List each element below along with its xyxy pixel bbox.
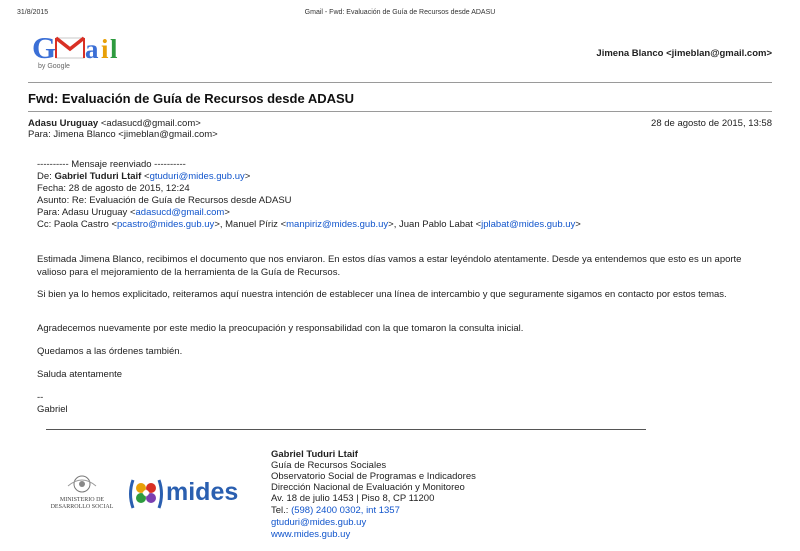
print-title: Gmail - Fwd: Evaluación de Guía de Recursos desde ADASU bbox=[304, 9, 496, 16]
divider-top bbox=[28, 82, 772, 83]
body-paragraph-4: Quedamos a las órdenes también. bbox=[37, 346, 183, 357]
signature-email-link[interactable]: gtuduri@mides.gub.uy bbox=[271, 517, 367, 528]
body-paragraph-2: Si bien ya lo hemos explicitado, reiteramos aquí nuestra intención de establecer una línea de intercambio y que seguramente sigamos en contacto por estos temas. bbox=[37, 289, 727, 300]
forward-cc-mid2: >, Juan Pablo Labat < bbox=[388, 219, 482, 230]
signature-tel bbox=[271, 505, 400, 516]
cc-email-link-2[interactable]: manpiriz@mides.gub.uy bbox=[286, 219, 389, 230]
subject-title: Fwd: Evaluación de Guía de Recursos desde ADASU bbox=[28, 91, 355, 106]
forward-subject: Asunto: Re: Evaluación de Guía de Recursos desde ADASU bbox=[37, 195, 292, 206]
cc-email-link-3[interactable]: jplabat@mides.gub.uy bbox=[481, 219, 576, 230]
from-email: <adasucd@gmail.com> bbox=[100, 118, 201, 129]
forward-cc-label: Cc: Paola Castro < bbox=[37, 219, 117, 230]
ministry-logo bbox=[44, 472, 120, 512]
signature-name: Gabriel Tuduri Ltaif bbox=[271, 449, 358, 460]
svg-text:a: a bbox=[85, 34, 99, 64]
message-to: Para: Jimena Blanco <jimeblan@gmail.com> bbox=[28, 129, 218, 140]
signature-line-1: Guía de Recursos Sociales bbox=[271, 460, 387, 471]
message-date: 28 de agosto de 2015, 13:58 bbox=[651, 118, 772, 129]
signature-tel-link[interactable]: (598) 2400 0302, int 1357 bbox=[291, 505, 400, 516]
signature-web-link[interactable]: www.mides.gub.uy bbox=[271, 529, 351, 540]
forward-from-name: Gabriel Tuduri Ltaif bbox=[54, 171, 142, 182]
forward-to bbox=[37, 207, 230, 218]
forward-to-gt: > bbox=[224, 207, 230, 218]
mides-logo-text: mides bbox=[166, 478, 239, 506]
forward-to-email-link[interactable]: adasucd@gmail.com bbox=[135, 207, 225, 218]
forward-from-email-link[interactable]: gtuduri@mides.gub.uy bbox=[149, 171, 245, 182]
account-label: Jimena Blanco <jimeblan@gmail.com> bbox=[596, 48, 772, 59]
body-paragraph-3: Agradecemos nuevamente por este medio la preocupación y responsabilidad con la que tomaron la consulta inicial. bbox=[37, 323, 524, 334]
ministry-seal-icon bbox=[44, 472, 120, 494]
print-date: 31/8/2015 bbox=[17, 9, 49, 16]
body-sign-name: Gabriel bbox=[37, 404, 68, 415]
divider-subject bbox=[28, 111, 772, 112]
signature-divider bbox=[46, 429, 646, 430]
gmail-logo-g: G bbox=[32, 30, 57, 65]
forward-from-gt: > bbox=[244, 171, 251, 182]
forward-to-label: Para: Adasu Uruguay < bbox=[37, 207, 136, 218]
ministry-line-2: DESARROLLO SOCIAL bbox=[50, 504, 114, 510]
signature-tel-label: Tel.: bbox=[271, 505, 292, 516]
gmail-byline: by Google bbox=[38, 63, 70, 70]
svg-text:i: i bbox=[101, 34, 109, 64]
body-paragraph-1: Estimada Jimena Blanco, recibimos el documento que nos enviaron. En estos días vamos a estar leyéndolo atentamente. Desde ya entendemos que esto es un aporte valioso para el mejoramiento de la herramienta de la Guía de Recursos. bbox=[37, 254, 742, 278]
message-from[interactable] bbox=[28, 118, 201, 129]
mides-logo bbox=[128, 476, 260, 514]
from-name: Adasu Uruguay bbox=[28, 118, 99, 129]
svg-text:l: l bbox=[110, 34, 118, 64]
signature-line-3: Dirección Nacional de Evaluación y Monitoreo bbox=[271, 482, 465, 493]
mides-flower-icon bbox=[128, 476, 164, 512]
signature-line-4: Av. 18 de julio 1453 | Piso 8, CP 11200 bbox=[271, 493, 435, 504]
body-dashes: -- bbox=[37, 392, 44, 403]
forward-marker: ---------- Mensaje reenviado ---------- bbox=[37, 159, 186, 170]
cc-email-link-1[interactable]: pcastro@mides.gub.uy bbox=[117, 219, 215, 230]
forward-date: Fecha: 28 de agosto de 2015, 12:24 bbox=[37, 183, 190, 194]
signature-line-2: Observatorio Social de Programas e Indicadores bbox=[271, 471, 476, 482]
forward-cc bbox=[37, 219, 581, 230]
forward-cc-end: > bbox=[575, 219, 581, 230]
ministry-line-1: MINISTERIO DE bbox=[59, 497, 105, 503]
forward-cc-mid1: >, Manuel Píriz < bbox=[214, 219, 287, 230]
forward-from-label: De: bbox=[37, 171, 52, 182]
forward-from-lt: < bbox=[144, 171, 150, 182]
body-paragraph-5: Saluda atentamente bbox=[37, 369, 123, 380]
forward-from bbox=[37, 171, 250, 182]
